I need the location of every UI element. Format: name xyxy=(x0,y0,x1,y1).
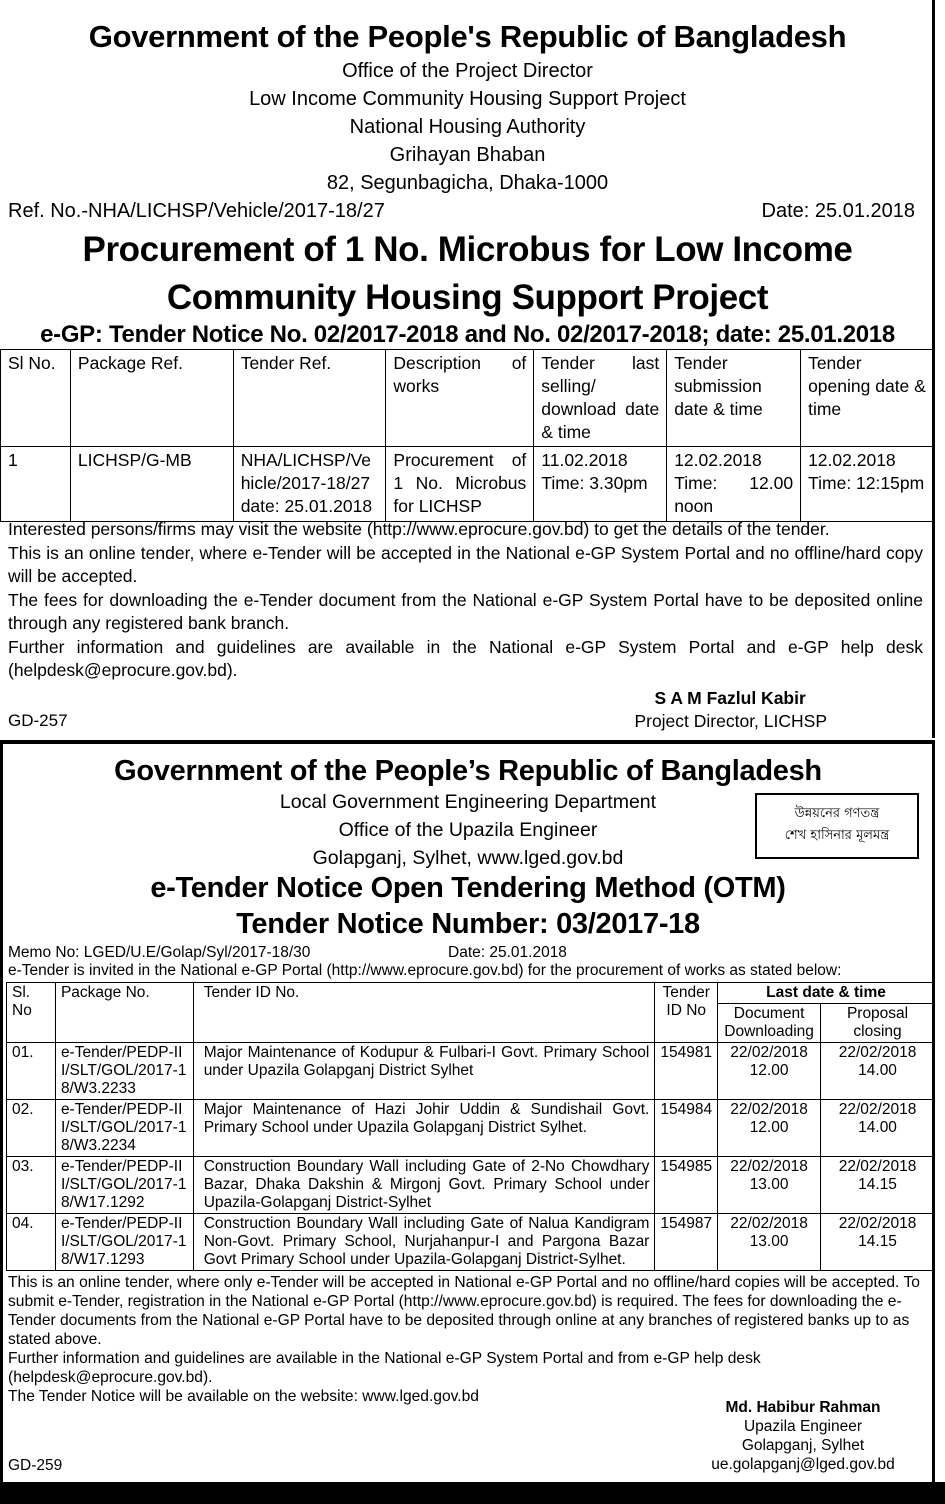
notice-2-signature xyxy=(703,1398,903,1474)
cell-submission: 12.02.2018 Time: 12.00 noon xyxy=(667,447,801,522)
header-sl-no: Sl No. xyxy=(1,350,71,447)
cell-proposal-date: 22/02/2018 14.15 xyxy=(821,1157,935,1214)
cell-sl: 02. xyxy=(7,1100,56,1157)
notice-1-office-address xyxy=(0,57,935,197)
memo-row xyxy=(8,944,923,962)
notice-date: Date: 25.01.2018 xyxy=(761,200,915,222)
body-paragraph: This is an online tender, where only e-Tender will be accepted in National e-GP Portal and no offline/hard copies will be accepted. To submit e-Tender, registration in the National e-GP Portal (http://www.eprocure.gov.bd) is required. The fees for downloading the e-Tender documents from the National e-GP Portal have to be deposited through online at any branches of registered banks up to as stated above. xyxy=(8,1274,920,1348)
gd-number: GD-259 xyxy=(8,1457,63,1474)
procurement-headline xyxy=(0,226,935,322)
cell-proposal-date: 22/02/2018 14.00 xyxy=(821,1100,935,1157)
table-row xyxy=(7,1157,935,1214)
header-tender-ref: Tender Ref. xyxy=(233,350,386,447)
memo-number: Memo No: LGED/U.E/Golap/Syl/2017-18/30 xyxy=(8,944,311,961)
body-paragraph: This is an online tender, where e-Tender will be accepted in the National e-GP System Portal and no offline/hard copy will be accepted. xyxy=(8,542,923,586)
headline-line-1: Procurement of 1 No. Microbus for Low Income xyxy=(82,230,853,269)
header-opening: Tender opening date & time xyxy=(801,350,935,447)
stamp-line: শেখ হাসিনার মূলমন্ত্র xyxy=(784,828,890,843)
table-header-row xyxy=(1,350,935,447)
signatory-name: S A M Fazlul Kabir xyxy=(654,688,806,708)
address-line: Local Government Engineering Department xyxy=(279,791,657,813)
header-tender-id-no: Tender ID No xyxy=(655,983,718,1043)
header-description: Description of works xyxy=(386,350,534,447)
tender-notice-lged xyxy=(0,740,935,1482)
cell-sl: 01. xyxy=(7,1043,56,1100)
cell-proposal-date: 22/02/2018 14.15 xyxy=(821,1214,935,1271)
cell-description: Construction Boundary Wall including Gate of Nalua Kandigram Non-Govt. Primary School, Nurjahanpur-I and Pargona Bazar Govt Primary School under Upazila-Golapganj District-Sylhet. xyxy=(193,1214,655,1271)
headline-line-2: Tender Notice Number: 03/2017-18 xyxy=(236,908,700,940)
cell-proposal-date: 22/02/2018 14.00 xyxy=(821,1043,935,1100)
table-row xyxy=(7,1100,935,1157)
cell-package: e-Tender/PEDP-III/SLT/GOL/2017-18/W17.1293 xyxy=(55,1214,193,1271)
memo-date: Date: 25.01.2018 xyxy=(448,944,567,961)
notice-2-government-title: Government of the People’s Republic of Bangladesh xyxy=(114,755,822,787)
works-table xyxy=(6,982,935,1271)
cell-package: LICHSP/G-MB xyxy=(70,447,233,522)
cell-tender-id: 154984 xyxy=(655,1100,718,1157)
cell-description: Major Maintenance of Hazi Johir Uddin & Sundishail Govt. Primary School under Upazila Golapganj District Sylhet. xyxy=(193,1100,655,1157)
address-line: Office of the Upazila Engineer xyxy=(338,819,598,841)
address-line: Office of the Project Director xyxy=(342,60,593,82)
notice-1-body xyxy=(8,518,923,683)
reference-number: Ref. No.-NHA/LICHSP/Vehicle/2017-18/27 xyxy=(8,200,385,222)
signatory-name: Md. Habibur Rahman xyxy=(725,1399,881,1416)
cell-description: Major Maintenance of Kodupur & Fulbari-I Govt. Primary School under Upazila Golapganj District Sylhet xyxy=(193,1043,655,1100)
table-row xyxy=(7,1043,935,1100)
table-header-row xyxy=(7,983,935,1004)
body-paragraph: Further information and guidelines are available in the National e-GP System Portal and e-GP help desk (helpdesk@eprocure.gov.bd). xyxy=(8,636,923,680)
header-last-date: Last date & time xyxy=(718,983,935,1004)
body-paragraph: Interested persons/firms may visit the website (http://www.eprocure.gov.bd) to get the details of the tender. xyxy=(8,519,830,539)
signatory-email: ue.golapganj@lged.gov.bd xyxy=(711,1456,895,1473)
cell-sl: 04. xyxy=(7,1214,56,1271)
cell-description: Procurement of 1 No. Microbus for LICHSP xyxy=(386,447,534,522)
cell-tender-id: 154981 xyxy=(655,1043,718,1100)
cell-tender-id: 154985 xyxy=(655,1157,718,1214)
table-row xyxy=(1,447,935,522)
address-line: 82, Segunbagicha, Dhaka-1000 xyxy=(326,172,609,194)
stamp-line: উন্নয়নের গণতন্ত্র xyxy=(794,806,880,821)
header-package-ref: Package Ref. xyxy=(70,350,233,447)
header-proposal-closing: Proposal closing xyxy=(821,1004,935,1043)
page-bottom-border xyxy=(0,1482,945,1504)
header-last-selling: Tender last selling/ download date & time xyxy=(534,350,667,447)
headline-line-2: Community Housing Support Project xyxy=(166,278,769,317)
header-sl-no: Sl. No xyxy=(7,983,56,1043)
cell-sl: 03. xyxy=(7,1157,56,1214)
cell-description: Construction Boundary Wall including Gate of 2-No Chowdhary Bazar, Dhaka Dakshin & Mirgonj Govt. Primary School under Upazila-Golapganj District-Sylhet xyxy=(193,1157,655,1214)
ref-and-date-row xyxy=(0,198,935,224)
cell-opening: 12.02.2018 Time: 12:15pm xyxy=(801,447,935,522)
notice-2-body xyxy=(8,1273,923,1406)
header-document-downloading: Document Downloading xyxy=(718,1004,821,1043)
cell-sl: 1 xyxy=(1,447,71,522)
cell-tender-ref: NHA/LICHSP/Vehicle/2017-18/27 date: 25.01.2018 xyxy=(233,447,386,522)
cell-doc-date: 22/02/2018 12.00 xyxy=(718,1043,821,1100)
header-package-no: Package No. xyxy=(55,983,193,1043)
cell-package: e-Tender/PEDP-III/SLT/GOL/2017-18/W3.2233 xyxy=(55,1043,193,1100)
memo-block xyxy=(8,944,923,980)
address-line: National Housing Authority xyxy=(349,116,586,138)
header-submission: Tender submission date & time xyxy=(667,350,801,447)
header-tender-id: Tender ID No. xyxy=(193,983,655,1043)
gd-number: GD-257 xyxy=(8,711,68,730)
cell-package: e-Tender/PEDP-III/SLT/GOL/2017-18/W3.2234 xyxy=(55,1100,193,1157)
slogan-stamp xyxy=(755,793,919,859)
signatory-line: Upazila Engineer xyxy=(743,1418,863,1435)
cell-tender-id: 154987 xyxy=(655,1214,718,1271)
signatory-title: Project Director, LICHSP xyxy=(634,711,827,731)
tender-notice-lichsp xyxy=(0,0,935,738)
notice-1-signature xyxy=(634,687,827,733)
address-line: Grihayan Bhaban xyxy=(389,144,546,166)
cell-doc-date: 22/02/2018 12.00 xyxy=(718,1100,821,1157)
table-row xyxy=(7,1214,935,1271)
notice-1-government-title: Government of the People's Republic of Bangladesh xyxy=(88,19,847,54)
headline-line-1: e-Tender Notice Open Tendering Method (OTM) xyxy=(150,872,786,904)
egp-tender-notice-line: e-GP: Tender Notice No. 02/2017-2018 and No. 02/2017-2018; date: 25.01.2018 xyxy=(40,321,895,348)
address-line: Golapganj, Sylhet, www.lged.gov.bd xyxy=(312,847,624,869)
cell-package: e-Tender/PEDP-III/SLT/GOL/2017-18/W17.1292 xyxy=(55,1157,193,1214)
body-paragraph: Further information and guidelines are available in the National e-GP System Portal and from e-GP help desk (helpdesk@eprocure.gov.bd). xyxy=(8,1350,761,1386)
address-line: Low Income Community Housing Support Project xyxy=(249,88,686,110)
cell-doc-date: 22/02/2018 13.00 xyxy=(718,1157,821,1214)
body-paragraph: The fees for downloading the e-Tender document from the National e-GP System Portal have to be deposited online through any registered bank branch. xyxy=(8,589,923,633)
intro-text: e-Tender is invited in the National e-GP Portal (http://www.eprocure.gov.bd) for the procurement of works as stated below: xyxy=(8,962,842,979)
cell-doc-date: 22/02/2018 13.00 xyxy=(718,1214,821,1271)
signatory-line: Golapganj, Sylhet xyxy=(741,1437,865,1454)
otm-headline xyxy=(3,870,933,942)
body-paragraph: The Tender Notice will be available on the website: www.lged.gov.bd xyxy=(8,1388,479,1405)
cell-last-selling: 11.02.2018 Time: 3.30pm xyxy=(534,447,667,522)
tender-schedule-table xyxy=(0,349,935,522)
